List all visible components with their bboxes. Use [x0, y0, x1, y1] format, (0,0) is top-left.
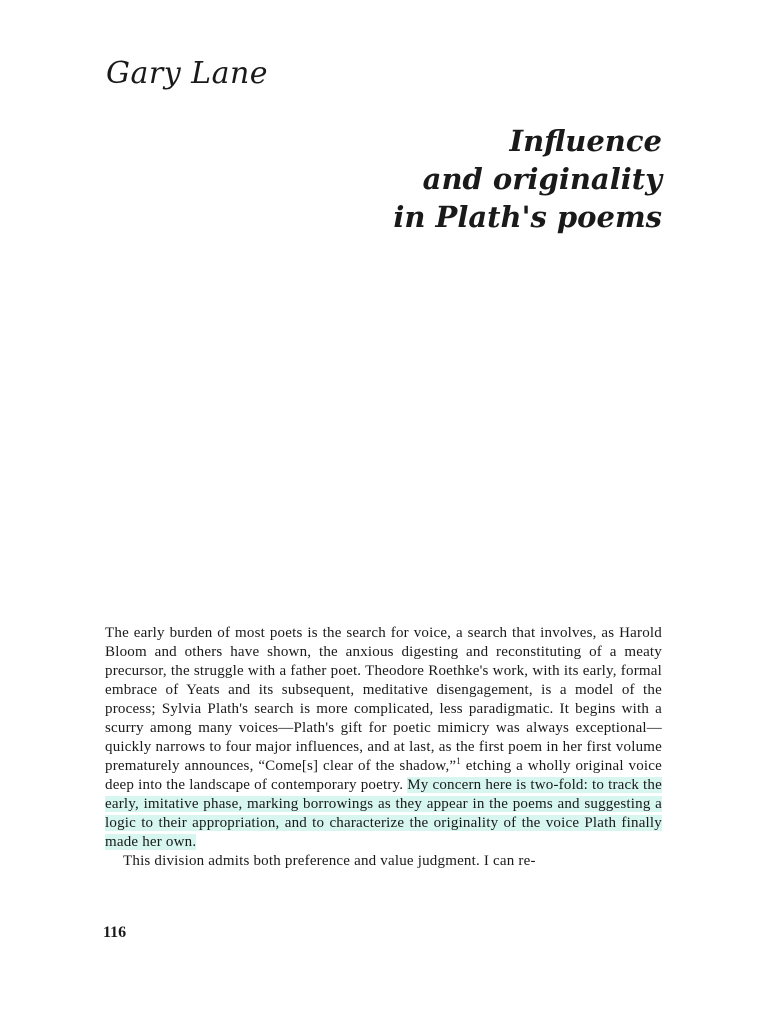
- body-text: [105, 624, 662, 871]
- paragraph-1-text: The early burden of most poets is the search for voice, a search that involves, as Harold Bloom and others have shown, the anxious digesting and reconstituting of a meaty precursor, the struggle with a father poet. Theodore Roethke's work, with its early, formal embrace of Yeats and its subsequent, meditative disengagement, is a model of the process; Sylvia Plath's search is more complicated, less paradigmatic. It begins with a scurry among many voices—Plath's gift for poetic mimicry was always exceptional—quickly narrows to four major influences, and at last, as the first poem in her first volume prematurely announces, “Come[s] clear of the shadow,”: [105, 625, 662, 774]
- highlighted-passage[interactable]: My concern here is two-fold: to track the early, imitative phase, marking borrowings as they appear in the poems and suggesting a logic to their appropriation, and to characterize the originality of the voice Plath finally made her own.: [105, 777, 662, 850]
- footnote-marker[interactable]: 1: [456, 756, 461, 766]
- paragraph-1: [105, 624, 662, 852]
- title-line-3: in Plath's poems: [393, 200, 662, 234]
- paragraph-1-continuation: etching a wholly original voice deep into the landscape of contemporary poetry.: [105, 758, 662, 793]
- title-line-2: and originality: [422, 162, 662, 196]
- page-number: 116: [103, 924, 127, 941]
- title-line-1: Influence: [509, 124, 662, 158]
- paragraph-2: This division admits both preference and value judgment. I can re-: [123, 853, 536, 869]
- author-name: Gary Lane: [106, 56, 269, 91]
- chapter-title: [393, 122, 662, 236]
